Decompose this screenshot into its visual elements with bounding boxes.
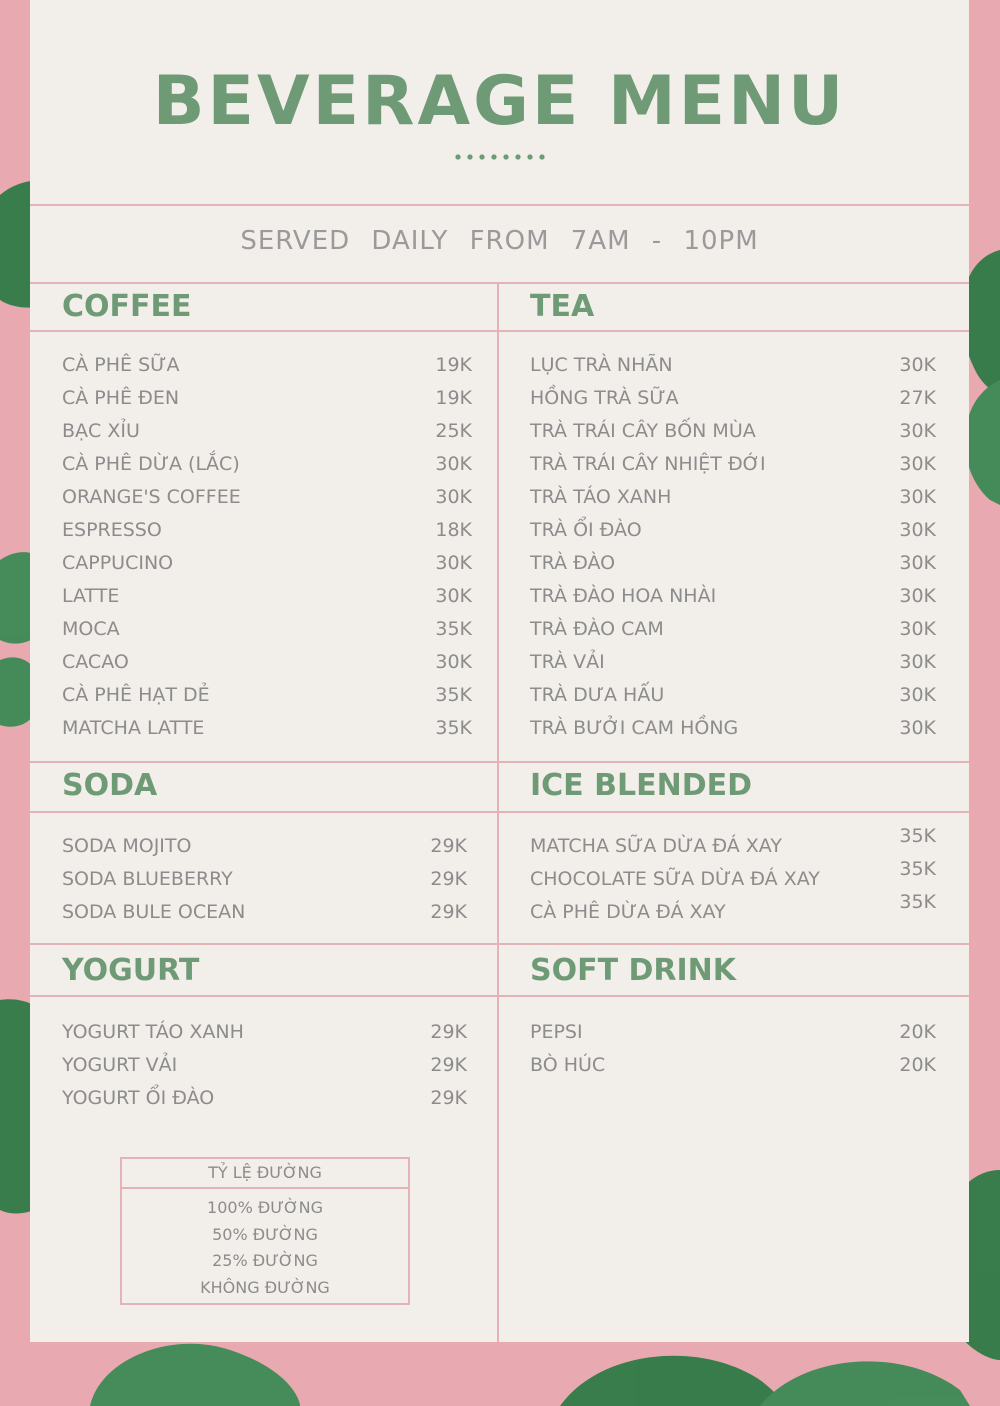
menu-item-price: 35K xyxy=(435,717,472,739)
menu-item-price: 19K xyxy=(435,354,472,376)
leaf-icon xyxy=(965,380,1000,505)
sugar-option: 50% ĐƯỜNG xyxy=(212,1224,318,1244)
menu-item-price: 30K xyxy=(899,552,936,574)
divider xyxy=(30,995,969,997)
menu-item-name: BÒ HÚC xyxy=(530,1054,606,1076)
menu-item-name: TRÀ TRÁI CÂY BỐN MÙA xyxy=(530,420,756,442)
divider xyxy=(30,943,969,945)
menu-item-name: TRÀ VẢI xyxy=(530,651,605,673)
section-title-coffee: COFFEE xyxy=(62,289,192,324)
divider xyxy=(30,761,969,763)
menu-item-name: SODA BULE OCEAN xyxy=(62,901,246,923)
section-title-ice-blended: ICE BLENDED xyxy=(530,768,752,803)
divider xyxy=(30,330,969,332)
menu-item-price: 20K xyxy=(899,1054,936,1076)
menu-item-price: 35K xyxy=(435,618,472,640)
menu-item-name: CÀ PHÊ HẠT DẺ xyxy=(62,684,210,706)
menu-item-price: 30K xyxy=(899,717,936,739)
menu-card xyxy=(30,0,969,1342)
divider xyxy=(30,204,969,206)
menu-item-name: SODA MOJITO xyxy=(62,835,192,857)
menu-item-name: TRÀ ĐÀO HOA NHÀI xyxy=(530,585,717,607)
menu-item-name: TRÀ TÁO XANH xyxy=(530,486,672,508)
menu-item-name: CÀ PHÊ DỪA ĐÁ XAY xyxy=(530,901,726,923)
menu-item-price: 19K xyxy=(435,387,472,409)
menu-item-price: 29K xyxy=(430,1054,467,1076)
menu-item-price: 30K xyxy=(435,453,472,475)
menu-item-name: CAPPUCINO xyxy=(62,552,174,574)
section-title-yogurt: YOGURT xyxy=(62,953,200,988)
menu-item-price: 35K xyxy=(899,858,936,880)
menu-item-name: YOGURT VẢI xyxy=(62,1054,178,1076)
leaf-icon xyxy=(560,1356,785,1406)
menu-item-name: MOCA xyxy=(62,618,120,640)
leaf-icon xyxy=(760,1361,970,1406)
menu-item-name: ORANGE'S COFFEE xyxy=(62,486,241,508)
menu-item-price: 27K xyxy=(899,387,936,409)
menu-item-price: 30K xyxy=(899,684,936,706)
title-dots-divider xyxy=(452,154,548,160)
menu-item-name: SODA BLUEBERRY xyxy=(62,868,233,890)
section-title-soda: SODA xyxy=(62,768,158,803)
menu-item-price: 29K xyxy=(430,1021,467,1043)
sugar-option: 25% ĐƯỜNG xyxy=(212,1251,318,1270)
menu-item-name: CÀ PHÊ SỮA xyxy=(62,354,180,376)
menu-item-name: CACAO xyxy=(62,651,129,673)
page-title: BEVERAGE MENU xyxy=(152,62,847,141)
section-title-tea: TEA xyxy=(530,289,595,324)
menu-item-price: 30K xyxy=(435,486,472,508)
menu-item-price: 30K xyxy=(899,618,936,640)
menu-item-name: CÀ PHÊ ĐEN xyxy=(62,387,180,409)
served-hours: SERVED DAILY FROM 7AM - 10PM xyxy=(240,226,759,256)
menu-item-name: MATCHA LATTE xyxy=(62,717,205,739)
section-title-soft-drink: SOFT DRINK xyxy=(530,953,737,988)
menu-item-name: TRÀ ĐÀO xyxy=(530,552,616,574)
menu-item-name: HỒNG TRÀ SỮA xyxy=(530,387,679,409)
menu-item-name: MATCHA SỮA DỪA ĐÁ XAY xyxy=(530,835,782,857)
menu-item-name: TRÀ DƯA HẤU xyxy=(530,684,665,706)
menu-item-name: TRÀ ĐÀO CAM xyxy=(530,618,664,640)
menu-item-price: 29K xyxy=(430,835,467,857)
menu-item-name: CÀ PHÊ DỪA (LẮC) xyxy=(62,453,240,475)
menu-item-price: 30K xyxy=(435,552,472,574)
menu-item-name: YOGURT ỔI ĐÀO xyxy=(62,1087,215,1109)
menu-item-price: 30K xyxy=(899,519,936,541)
menu-item-price: 30K xyxy=(899,420,936,442)
menu-item-name: TRÀ BƯỞI CAM HỒNG xyxy=(530,717,739,739)
divider xyxy=(30,811,969,813)
menu-item-price: 35K xyxy=(435,684,472,706)
menu-item-price: 35K xyxy=(899,825,936,847)
menu-item-price: 18K xyxy=(435,519,472,541)
divider xyxy=(30,282,969,284)
menu-item-name: YOGURT TÁO XANH xyxy=(62,1021,244,1043)
menu-item-price: 30K xyxy=(899,453,936,475)
sugar-level-list xyxy=(122,1189,408,1301)
menu-item-price: 30K xyxy=(899,354,936,376)
menu-item-name: ESPRESSO xyxy=(62,519,162,541)
menu-item-name: LỤC TRÀ NHÃN xyxy=(530,354,673,376)
menu-item-price: 20K xyxy=(899,1021,936,1043)
menu-item-name: PEPSI xyxy=(530,1021,583,1043)
menu-item-price: 30K xyxy=(899,651,936,673)
menu-item-price: 29K xyxy=(430,868,467,890)
leaf-icon xyxy=(90,1344,300,1406)
sugar-option: 100% ĐƯỜNG xyxy=(207,1198,323,1217)
menu-item-price: 30K xyxy=(899,585,936,607)
sugar-level-box xyxy=(120,1157,410,1305)
menu-item-price: 30K xyxy=(435,585,472,607)
menu-item-name: BẠC XỈU xyxy=(62,420,140,442)
menu-item-price: 30K xyxy=(435,651,472,673)
menu-item-price: 29K xyxy=(430,901,467,923)
menu-item-name: LATTE xyxy=(62,585,120,607)
menu-item-name: TRÀ TRÁI CÂY NHIỆT ĐỚI xyxy=(530,453,766,475)
sugar-option: KHÔNG ĐƯỜNG xyxy=(200,1277,330,1297)
menu-item-price: 30K xyxy=(899,486,936,508)
menu-item-price: 25K xyxy=(435,420,472,442)
menu-item-name: TRÀ ỔI ĐÀO xyxy=(530,519,642,541)
sugar-level-title: TỶ LỆ ĐƯỜNG xyxy=(122,1159,408,1189)
menu-item-price: 35K xyxy=(899,891,936,913)
menu-item-name: CHOCOLATE SỮA DỪA ĐÁ XAY xyxy=(530,868,820,890)
menu-item-price: 29K xyxy=(430,1087,467,1109)
